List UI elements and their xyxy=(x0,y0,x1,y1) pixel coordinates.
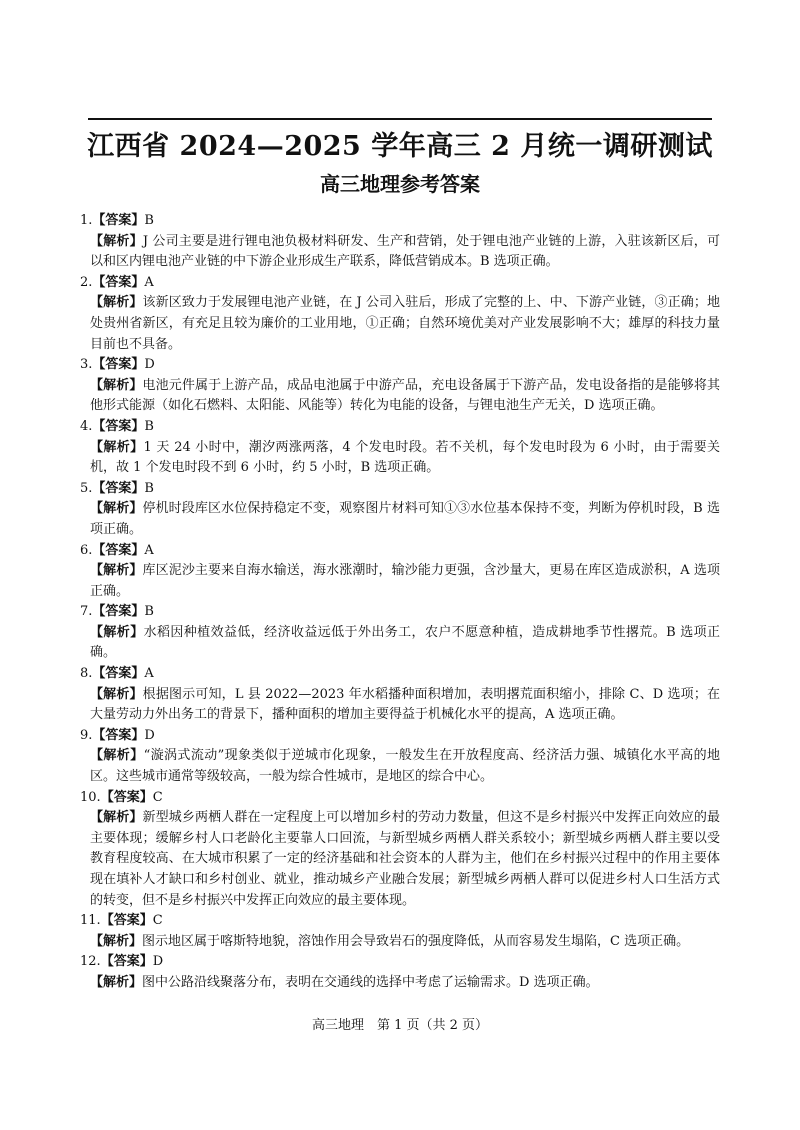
question-number: 6. xyxy=(80,542,93,558)
header-rule xyxy=(88,118,712,120)
answer-letter: A xyxy=(144,274,154,290)
analysis-paragraph xyxy=(80,808,720,911)
answer-letter: B xyxy=(144,604,154,620)
answer-line xyxy=(80,211,720,232)
analysis-text: J 公司主要是进行锂电池负极材料研发、生产和营销，处于锂电池产业链的上游，入驻该新区后，可以和区内锂电池产业链的中下游企业形成生产联系，降低营销成本。B 选项正确。 xyxy=(90,233,720,270)
analysis-paragraph xyxy=(80,932,720,953)
analysis-tag: 【解析】 xyxy=(90,974,143,990)
document-subtitle: 高三地理参考答案 xyxy=(320,172,480,196)
analysis-paragraph xyxy=(80,746,720,787)
answer-tag: 【答案】 xyxy=(92,727,145,743)
answer-letter: C xyxy=(152,789,163,805)
answer-tag: 【答案】 xyxy=(92,357,145,373)
answer-tag: 【答案】 xyxy=(92,480,145,496)
analysis-text: 新型城乡两栖人群在一定程度上可以增加乡村的劳动力数量，但这不是乡村振兴中发挥正向效应的最主要体现；缓解乡村人口老龄化主要靠人口回流，与新型城乡两栖人群关系较小；新型城乡两栖人群主要以受教育程度较高、在大城市积累了一定的经济基础和社会资本的人群为主，他们在乡村振兴过程中的作用主要体现在填补人才缺口和乡村创业、就业，推动城乡产业融合发展；新型城乡两栖人群可以促进乡村人口生活方式的转变，但不是乡村振兴中发挥正向效应的最主要体现。 xyxy=(90,810,720,908)
analysis-tag: 【解析】 xyxy=(90,377,143,393)
analysis-tag: 【解析】 xyxy=(90,624,144,640)
analysis-tag: 【解析】 xyxy=(90,810,143,826)
analysis-tag: 【解析】 xyxy=(90,933,143,949)
question-number: 9. xyxy=(80,727,93,743)
analysis-paragraph xyxy=(80,499,720,540)
analysis-tag: 【解析】 xyxy=(90,439,144,455)
answer-line xyxy=(80,911,720,932)
question-number: 11. xyxy=(80,913,101,929)
question-item xyxy=(80,417,720,479)
question-number: 2. xyxy=(80,274,93,290)
analysis-text: 图示地区属于喀斯特地貌，溶蚀作用会导致岩石的强度降低，从而容易发生塌陷，C 选项正确。 xyxy=(142,933,690,949)
question-item xyxy=(80,602,720,664)
answer-line xyxy=(80,788,720,809)
question-number: 12. xyxy=(80,954,101,970)
question-item xyxy=(80,355,720,417)
question-number: 3. xyxy=(80,357,93,373)
answer-letter: D xyxy=(152,954,164,970)
answer-line xyxy=(80,602,720,623)
question-item xyxy=(80,952,720,993)
analysis-paragraph xyxy=(80,973,720,994)
answer-tag: 【答案】 xyxy=(92,542,145,558)
answer-line xyxy=(80,273,720,294)
answer-tag: 【答案】 xyxy=(92,213,145,228)
question-item xyxy=(80,211,720,273)
analysis-tag: 【解析】 xyxy=(90,748,144,764)
question-item xyxy=(80,911,720,952)
answer-letter: D xyxy=(144,727,155,743)
question-number: 4. xyxy=(80,418,93,434)
answer-line xyxy=(80,664,720,685)
analysis-paragraph xyxy=(80,232,720,273)
analysis-text: 停机时段库区水位保持稳定不变，观察图片材料可知①③水位基本保持不变，判断为停机时段，B 选项正确。 xyxy=(90,501,720,537)
question-item xyxy=(80,726,720,788)
analysis-text: 库区泥沙主要来自海水输送，海水涨潮时，输沙能力更强，含沙量大，更易在库区造成淤积，A 选项正确。 xyxy=(90,563,720,599)
answer-tag: 【答案】 xyxy=(100,789,153,805)
analysis-text: 图中公路沿线聚落分布，表明在交通线的选择中考虑了运输需求。D 选项正确。 xyxy=(142,974,599,990)
answer-tag: 【答案】 xyxy=(100,913,153,929)
answer-tag: 【答案】 xyxy=(92,274,145,290)
answer-list xyxy=(80,211,720,994)
analysis-paragraph xyxy=(80,293,720,355)
document-title: 江西省 2024—2025 学年高三 2 月统一调研测试 xyxy=(87,131,713,162)
analysis-paragraph xyxy=(80,623,720,664)
analysis-tag: 【解析】 xyxy=(90,233,143,249)
answer-line xyxy=(80,952,720,973)
answer-letter: B xyxy=(144,213,154,228)
answer-letter: C xyxy=(152,913,163,929)
answer-tag: 【答案】 xyxy=(100,954,153,970)
analysis-text: 根据图示可知，L 县 2022—2023 年水稻播种面积增加，表明撂荒面积缩小，排除 C、D 选项；在大量劳动力外出务工的背景下，播种面积的增加主要得益于机械化水平的提高，A 选项正确。 xyxy=(90,686,720,723)
analysis-text: 1 天 24 小时中，潮汐两涨两落，4 个发电时段。若不关机，每个发电时段为 6 小时，由于需要关机，故 1 个发电时段不到 6 小时，约 5 小时，B 选项正确。 xyxy=(90,439,720,476)
analysis-paragraph xyxy=(80,438,720,479)
analysis-tag: 【解析】 xyxy=(90,501,143,517)
analysis-paragraph xyxy=(80,561,720,602)
answer-letter: A xyxy=(144,666,154,682)
question-item xyxy=(80,541,720,603)
question-item xyxy=(80,664,720,726)
analysis-text: 该新区致力于发展锂电池产业链，在 J 公司入驻后，形成了完整的上、中、下游产业链，③正确；地处贵州省新区，有充足且较为廉价的工业用地，①正确；自然环境优美对产业发展影响不大；雄厚的科技力量目前也不具备。 xyxy=(90,295,720,352)
answer-line xyxy=(80,355,720,376)
analysis-paragraph xyxy=(80,376,720,417)
analysis-tag: 【解析】 xyxy=(90,563,143,579)
answer-letter: D xyxy=(144,357,155,373)
question-item xyxy=(80,273,720,355)
question-number: 7. xyxy=(80,604,93,620)
analysis-text: 电池元件属于上游产品，成品电池属于中游产品，充电设备属于下游产品，发电设备指的是能够将其他形式能源（如化石燃料、太阳能、风能等）转化为电能的设备，与锂电池生产无关，D 选项正确。 xyxy=(90,377,720,414)
answer-line xyxy=(80,541,720,562)
question-number: 1. xyxy=(80,213,93,228)
answer-letter: B xyxy=(144,418,154,434)
answer-letter: B xyxy=(144,480,154,496)
question-item xyxy=(80,788,720,912)
question-number: 8. xyxy=(80,666,93,682)
question-number: 5. xyxy=(80,480,93,496)
answer-line xyxy=(80,417,720,438)
answer-line xyxy=(80,479,720,500)
analysis-text: “漩涡式流动”现象类似于逆城市化现象，一般发生在开放程度高、经济活力强、城镇化水平高的地区。这些城市通常等级较高，一般为综合性城市，是地区的综合中心。 xyxy=(90,748,720,785)
answer-line xyxy=(80,726,720,747)
answer-tag: 【答案】 xyxy=(92,418,145,434)
answer-tag: 【答案】 xyxy=(92,604,145,620)
question-item xyxy=(80,479,720,541)
question-number: 10. xyxy=(80,789,101,805)
analysis-paragraph xyxy=(80,685,720,726)
analysis-text: 水稻因种植效益低，经济收益远低于外出务工，农户不愿意种植，造成耕地季节性撂荒。B 选项正确。 xyxy=(90,624,720,661)
analysis-tag: 【解析】 xyxy=(90,295,143,311)
answer-letter: A xyxy=(144,542,154,558)
answer-tag: 【答案】 xyxy=(92,666,145,682)
analysis-tag: 【解析】 xyxy=(90,686,143,702)
page-footer: 高三地理 第 1 页（共 2 页） xyxy=(311,1018,489,1033)
